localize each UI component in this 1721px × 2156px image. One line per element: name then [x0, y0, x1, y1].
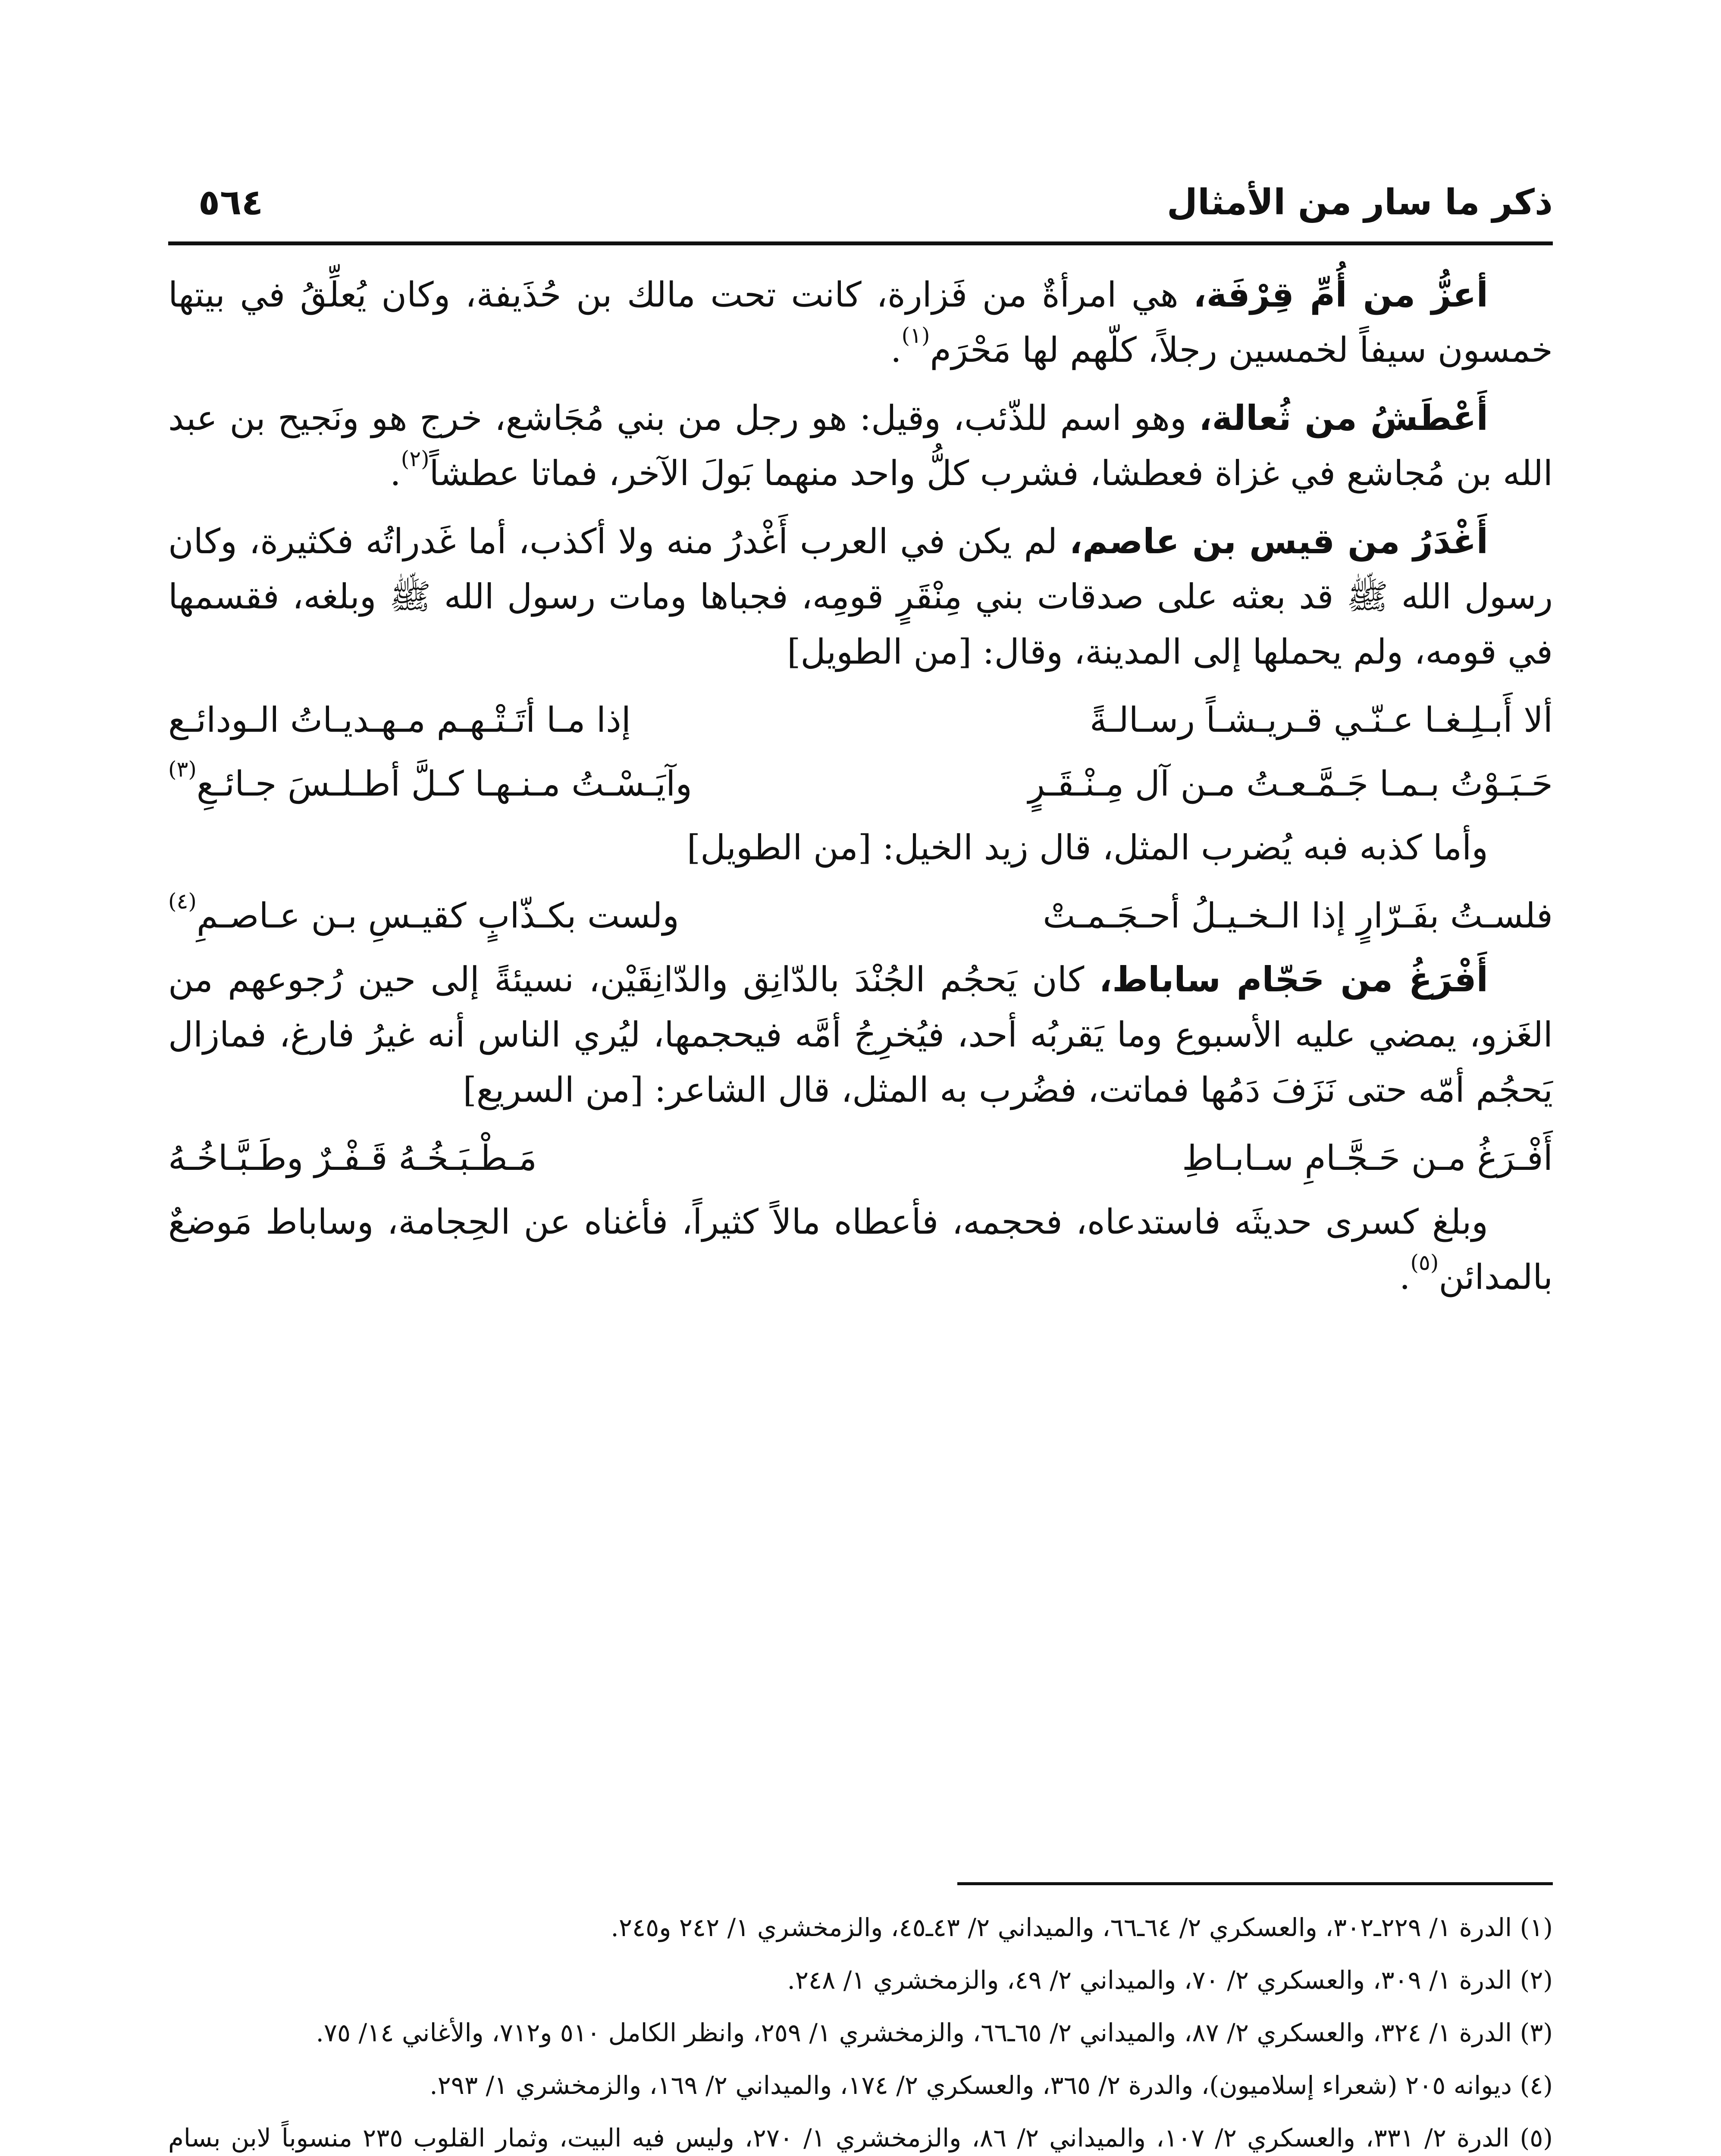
verse-line: [168, 756, 1553, 812]
running-head: ذكر ما سار من الأمثال: [1166, 182, 1553, 223]
proverb-text: هي امرأةٌ من فَزارة، كانت تحت مالك بن حُذَيفة، وكان يُعلِّقُ في بيتها خمسون سيفاً لخمسين رجلاً، كلّهم لها مَحْرَم: [168, 275, 1553, 370]
verse-second-hemistich: مَـطْـبَـخُـهُ قَـفْـرٌ وطَـبَّـاخُـهُ: [168, 1138, 537, 1178]
verse-line: [168, 693, 1553, 748]
verse-first-hemistich: ألا أَبـلِـغـا عـنّـي قـريـشـاً رسـالـةً: [1089, 700, 1553, 740]
closing-text: وبلغ كسرى حديثَه فاستدعاه، فحجمه، فأعطاه مالاً كثيراً، فأغناه عن الحِجامة، وساباط مَوضعٌ بالمدائن: [168, 1202, 1553, 1297]
footnote-marker: (٣): [168, 757, 197, 782]
proverb-heading: أَفْرَغُ من حَجّام ساباط،: [1099, 959, 1489, 1000]
verse-first-hemistich: أَفْـرَغُ مـن حَـجَّـامِ سـابـاطِ: [1182, 1138, 1553, 1178]
verse-second-hemistich: ولست بكـذّابٍ كقيـسِ بـن عـاصـمِ: [196, 896, 679, 936]
footnote-marker: (١): [901, 323, 930, 348]
page-header: [168, 177, 1553, 245]
footnote-marker: (٥): [1410, 1250, 1439, 1275]
footnotes: [168, 1906, 1553, 2156]
proverb-text: لم يكن في العرب أَغْدرُ منه ولا أكذب، أما غَدراتُه فكثيرة، وكان رسول الله ﷺ قد بعثه على صدقات بني مِنْقَرٍ قومِه، فجباها ومات رسول الله ﷺ وبلغه، فقسمها في قومه، ولم يحملها إلى المدينة، وقال: [من الطويل]: [168, 521, 1553, 672]
punctuation: .: [390, 453, 401, 493]
closing-paragraph: [168, 1194, 1553, 1305]
footnote-marker: (٢): [401, 446, 429, 471]
footnote: (١) الدرة ١/ ٢٢٩ـ٣٠٢، والعسكري ٢/ ٦٤ـ٦٦، والميداني ٢/ ٤٣ـ٤٥، والزمخشري ١/ ٢٤٢ و٢٤٥.: [611, 1913, 1553, 1942]
verse-line: [168, 1131, 1553, 1186]
footnote: (٢) الدرة ١/ ٣٠٩، والعسكري ٢/ ٧٠، والميداني ٢/ ٤٩، والزمخشري ١/ ٢٤٨.: [787, 1965, 1553, 1995]
proverb-text: كان يَحجُم الجُنْدَ بالدّانِق والدّانِقَيْن، نسيئةً إلى حين رُجوعهم من الغَزو، يمضي عليه الأسبوع وما يَقربُه أحد، فيُخرِجُ أمَّه فيحجمها، ليُري الناس أنه غيرُ فارغ، فمازال يَحجُم أمّه حتى نَزَفَ دَمُها فماتت، فضُرب به المثل، قال الشاعر: [من السريع]: [168, 959, 1553, 1110]
verse-line: [168, 888, 1553, 943]
punctuation: .: [890, 330, 902, 370]
verse-second-hemistich-wrap: [168, 888, 679, 943]
footnote-marker: (٤): [168, 889, 197, 914]
entry-proverb: [168, 514, 1553, 680]
punctuation: .: [1399, 1257, 1411, 1297]
proverb-heading: أَغْدَرُ من قيس بن عاصم،: [1069, 521, 1488, 561]
verse-first-hemistich: فلسـتُ بفَـرّارٍ إذا الـخـيـلُ أحـجَـمـتْ: [1043, 896, 1553, 936]
page-number: ٥٦٤: [198, 182, 263, 223]
entry-proverb: [168, 952, 1553, 1118]
proverb-text: وهو اسم للذّئب، وقيل: هو رجل من بني مُجَاشع، خرج هو ونَجيح بن عبد الله بن مُجاشع في غزاة فعطشا، فشرب كلُّ واحد منهما بَولَ الآخر، فماتا عطشاً: [168, 398, 1553, 493]
main-text: [168, 267, 1553, 1318]
verse-second-hemistich: وآيَـسْـتُ مـنـهـا كـلَّ أطـلـسَ جـائـعِ: [196, 764, 692, 804]
entry-proverb: [168, 391, 1553, 501]
narrative-line: وأما كذبه فبه يُضرب المثل، قال زيد الخيل: [من الطويل]: [687, 827, 1488, 868]
footnote-separator: [957, 1882, 1553, 1885]
verse-second-hemistich-wrap: [168, 756, 692, 812]
proverb-heading: أعزُّ من أُمِّ قِرْفَة،: [1193, 275, 1489, 315]
entry-proverb: [168, 267, 1553, 378]
verse-first-hemistich: حَـبَـوْتُ بـمـا جَـمَّـعـتُ مـن آل مِـنْـقَـرٍ: [1028, 764, 1553, 804]
verse-second-hemistich: إذا مـا أتَـتْـهـم مـهـديـاتُ الـودائـع: [168, 700, 631, 740]
footnote: (٥) الدرة ٢/ ٣٣١، والعسكري ٢/ ١٠٧، والميداني ٢/ ٨٦، والزمخشري ١/ ٢٧٠، وليس فيه البيت، وثمار القلوب ٢٣٥ منسوباً لابن بسام: [168, 2123, 1553, 2153]
proverb-heading: أَعْطَشُ من ثُعالة،: [1199, 398, 1488, 438]
footnote: (٣) الدرة ١/ ٣٢٤، والعسكري ٢/ ٨٧، والميداني ٢/ ٦٥ـ٦٦، والزمخشري ١/ ٢٥٩، وانظر الكامل ٥١٠ و٧١٢، والأغاني ١٤/ ٧٥.: [316, 2018, 1553, 2047]
footnote: (٤) ديوانه ٢٠٥ (شعراء إسلاميون)، والدرة ٢/ ٣٦٥، والعسكري ٢/ ١٧٤، والميداني ٢/ ١٦٩، والزمخشري ١/ ٢٩٣.: [429, 2071, 1553, 2100]
